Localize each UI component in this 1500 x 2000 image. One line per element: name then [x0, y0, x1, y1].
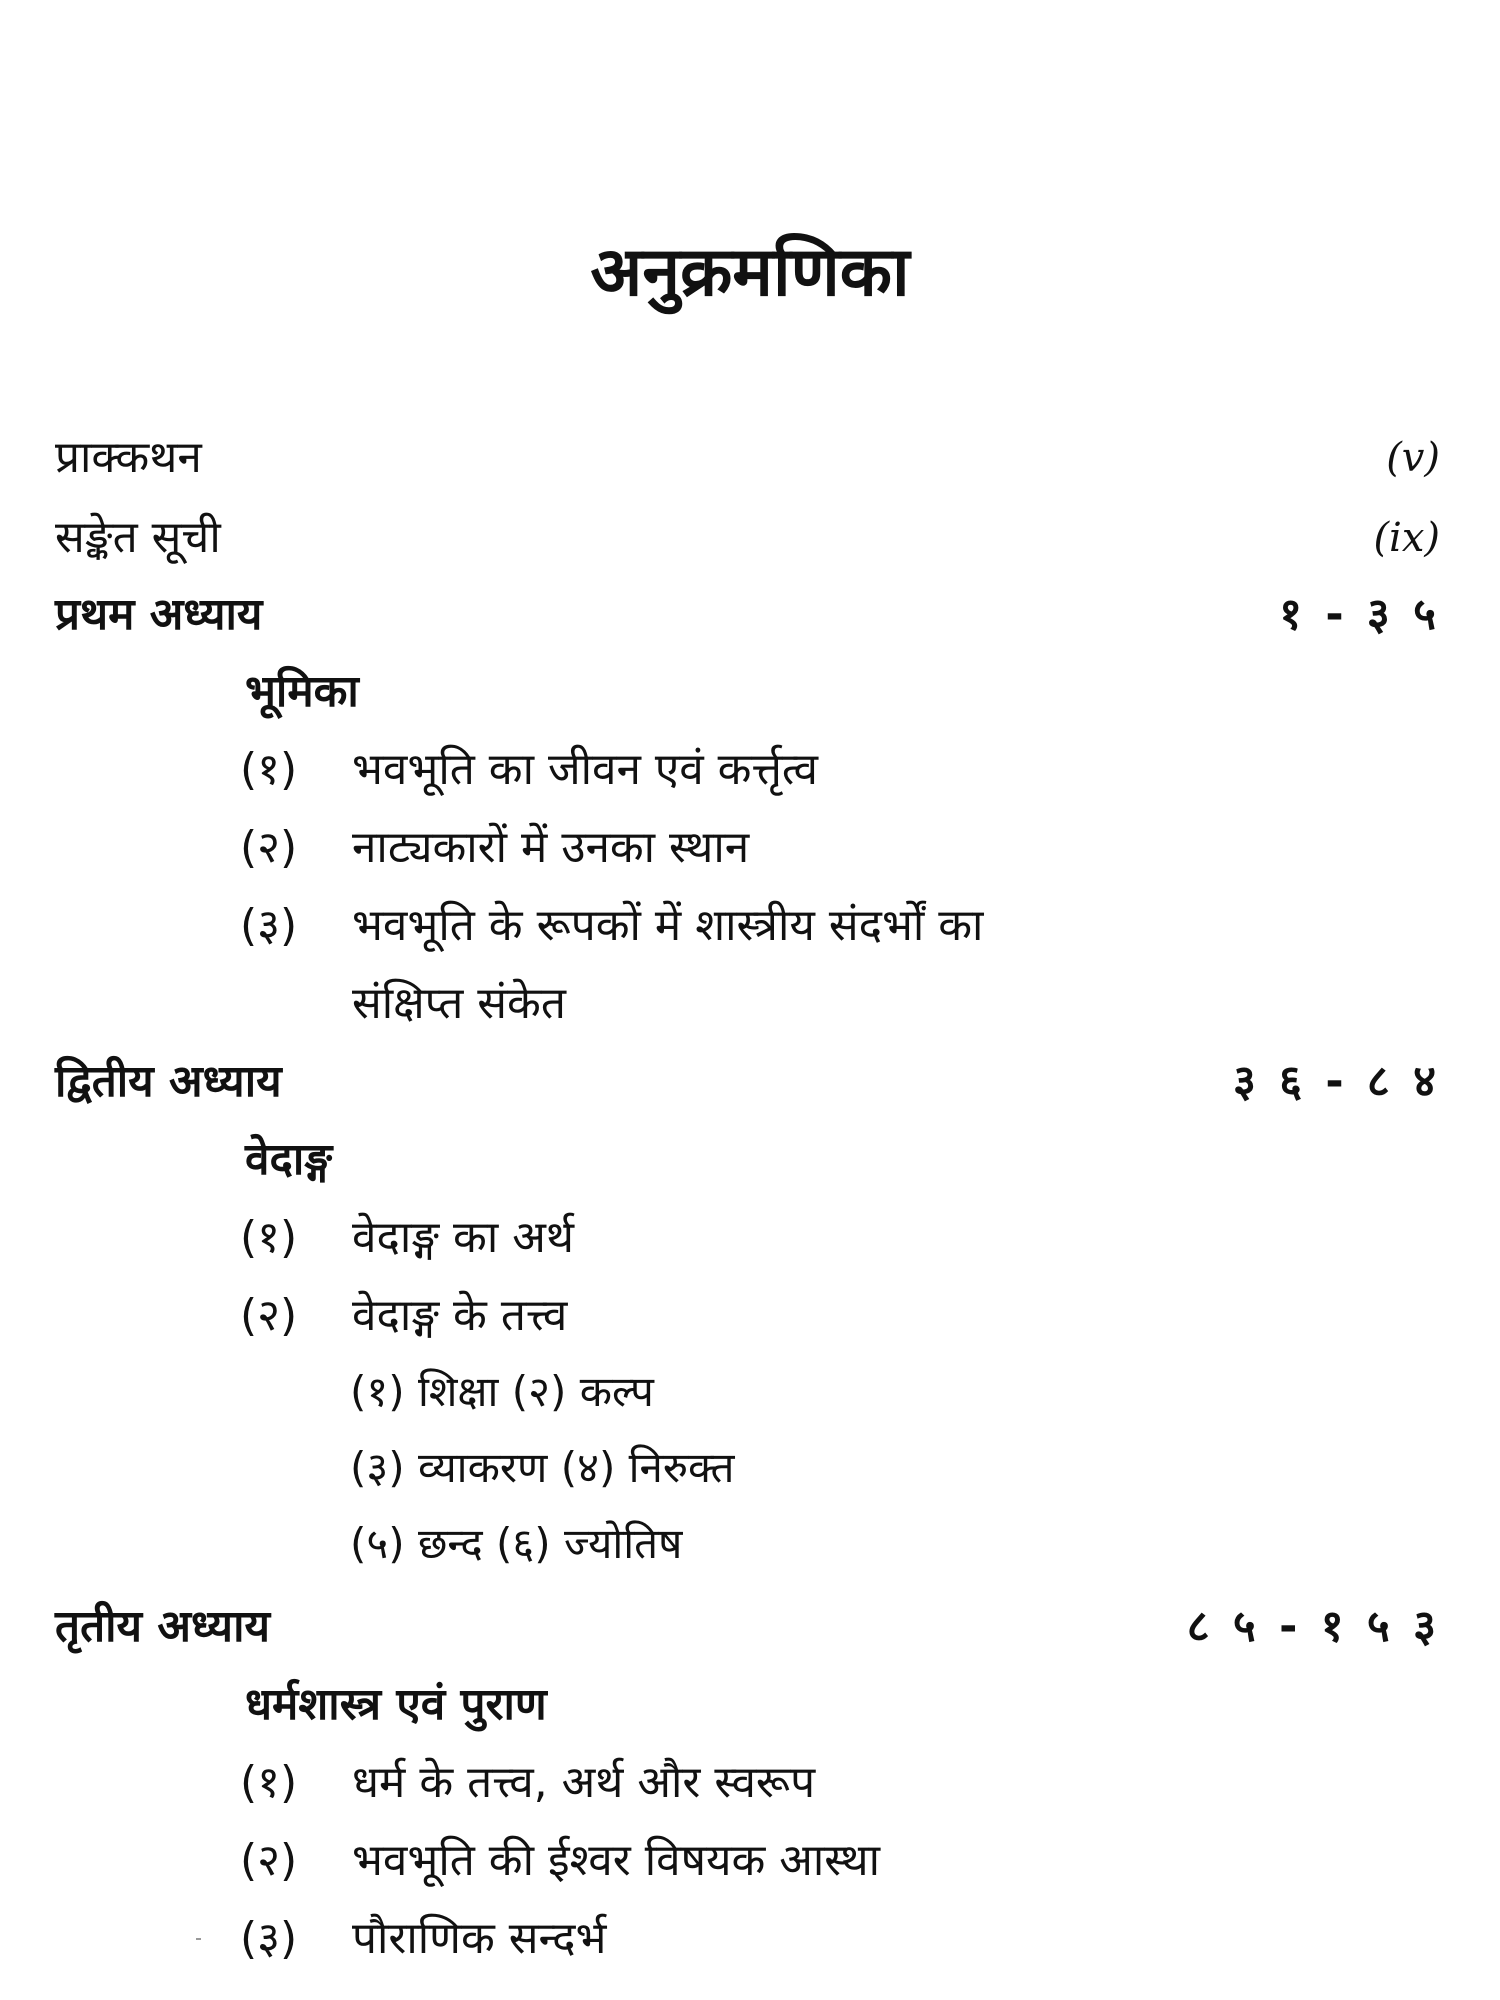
- item-number: (२): [240, 822, 298, 873]
- chapter-1-title[interactable]: प्रथम अध्याय: [55, 589, 263, 640]
- chapter-1-pages: १ - ३ ५: [1279, 589, 1440, 640]
- chapter-1-item-2: [240, 818, 749, 878]
- chapter-1-item-3-continuation: संक्षिप्त संकेत: [352, 978, 566, 1029]
- item-text: वेदाङ्ग के तत्त्व: [352, 1290, 568, 1341]
- toc-entry-prakkathan[interactable]: प्राक्कथन: [55, 432, 202, 483]
- item-text: भवभूति का जीवन एवं कर्त्तृत्व: [352, 744, 818, 795]
- chapter-3-subject: धर्मशास्त्र एवं पुराण: [245, 1679, 547, 1730]
- item-text: पौराणिक सन्दर्भ: [352, 1913, 607, 1964]
- toc-page-prakkathan: (v): [1386, 435, 1440, 481]
- item-number: (१): [240, 1212, 298, 1263]
- item-number: (३): [240, 1913, 298, 1964]
- item-text: भवभूति के रूपकों में शास्त्रीय संदर्भों का: [352, 900, 984, 951]
- item-number: (२): [240, 1835, 298, 1886]
- chapter-2-subitem-1: (१) शिक्षा (२) कल्प: [350, 1367, 654, 1416]
- item-text: भवभूति की ईश्वर विषयक आस्था: [352, 1835, 881, 1886]
- item-number: (१): [240, 1757, 298, 1808]
- chapter-3-item-2: [240, 1831, 880, 1891]
- chapter-1-item-1: [240, 740, 818, 800]
- chapter-2-subitem-3: (५) छन्द (६) ज्योतिष: [350, 1519, 683, 1568]
- chapter-2-item-2: [240, 1286, 567, 1346]
- chapter-3-pages: ८ ५ - १ ५ ३: [1186, 1601, 1440, 1652]
- toc-page-sanket-suchi: (ix): [1373, 515, 1440, 561]
- page-title: अनुक्रमणिका: [590, 233, 910, 312]
- chapter-3-item-3: [240, 1909, 606, 1969]
- item-number: (१): [240, 744, 298, 795]
- chapter-2-pages: ३ ६ - ८ ४: [1232, 1056, 1440, 1107]
- item-text: वेदाङ्ग का अर्थ: [352, 1212, 574, 1263]
- chapter-3-item-1: [240, 1753, 815, 1813]
- chapter-2-subject: वेदाङ्ग: [245, 1134, 333, 1185]
- toc-entry-sanket-suchi[interactable]: सङ्केत सूची: [55, 512, 221, 563]
- item-text: नाट्यकारों में उनका स्थान: [352, 822, 750, 873]
- item-number: (२): [240, 1290, 298, 1341]
- scan-speck: [196, 1938, 201, 1940]
- chapter-2-subitem-2: (३) व्याकरण (४) निरुक्त: [350, 1443, 735, 1492]
- chapter-3-title[interactable]: तृतीय अध्याय: [55, 1601, 270, 1652]
- chapter-1-item-3: [240, 896, 983, 956]
- chapter-2-item-1: [240, 1208, 574, 1268]
- chapter-2-title[interactable]: द्वितीय अध्याय: [55, 1056, 282, 1107]
- item-number: (३): [240, 900, 298, 951]
- chapter-1-subject: भूमिका: [245, 666, 359, 717]
- item-text: धर्म के तत्त्व, अर्थ और स्वरूप: [352, 1757, 816, 1808]
